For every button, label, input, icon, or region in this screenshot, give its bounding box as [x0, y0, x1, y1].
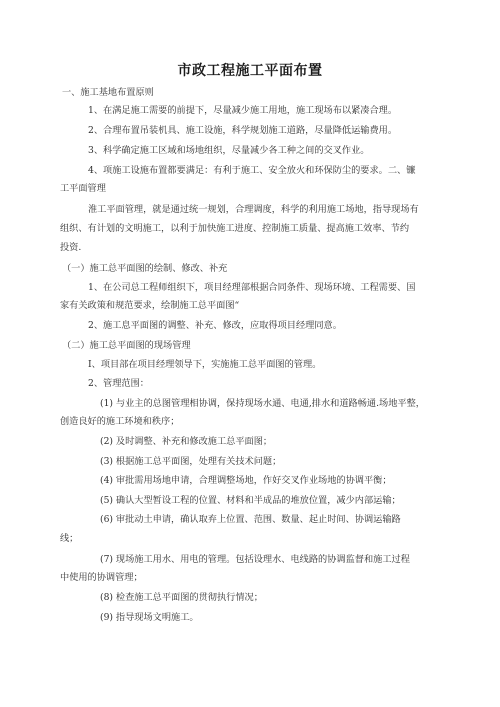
paragraph-line: 组织、有计划的文明施工，以利于加快施工进度、控制施工质量、提高施工效率、节约 [60, 223, 410, 234]
list-item: (4) 审批需用场地申请，合理调整场地，作好交叉作业场地的协调平衡； [100, 475, 392, 486]
document-title: 市政工程施工平面布置 [177, 63, 323, 79]
list-item: (3) 根据施工总平面图，处理有关技术问题； [100, 456, 282, 467]
paragraph-line: I、项目部在项目经理领导下，实施施工总平面图的管理。 [88, 359, 322, 370]
list-item: (5) 确认大型暂设工程的位置、材料和半成品的堆放位置，减少内部运输； [100, 495, 401, 506]
section-heading: （一）施工总平面图的绘制、修改、补充 [62, 263, 228, 274]
paragraph-line: 2、合理布置吊装机具、施工设施，科学规划施工道路，尽量降低运输费用。 [88, 125, 398, 136]
list-item: (8) 检查施工总平面图的贯彻执行情况； [100, 592, 263, 603]
list-item: (2) 及时调整、补充和修改施工总平面图； [100, 436, 273, 447]
paragraph-line: 家有关政策和规范要求，绘制施工总平面图“ [60, 300, 240, 311]
paragraph-line: 中使用的协调管理； [60, 572, 143, 583]
paragraph-line: 1、在公司总工程师组织下，项目经理部根据合同条件、现场环境、工程需要、国 [88, 282, 416, 293]
section-heading: （二）施工总平面图的现场管理 [62, 340, 191, 351]
paragraph-line: 3、科学确定施工区域和场地组织，尽量减少各工种之间的交叉作业。 [88, 145, 370, 156]
section-heading: 一、施工基地布置原则 [62, 87, 154, 98]
paragraph-line: 淮工平面管理，就是通过统一规划，合理调度，科学的利用施工场地，指导现场有 [88, 204, 419, 215]
list-item: (9) 指导现场文明施工。 [100, 612, 199, 623]
paragraph-line: 2、管理范围： [88, 378, 149, 389]
paragraph-line: 投资. [60, 242, 82, 253]
paragraph-line: 工平面管理 [60, 183, 106, 194]
paragraph-line: 2、施工息平面图的调整、补充、修改，应取得项目经理同意。 [88, 320, 342, 331]
list-item: (6) 审批动土申请，确认取弃上位置、范围、数量、起止时间、协调运输路 [100, 514, 401, 525]
paragraph-line: 创造良好的施工环境和秩序； [60, 416, 180, 427]
paragraph-line: 1、在满足施工需要的前提下，尽量减少施工用地，施工现场布以紧凑合理。 [88, 105, 398, 116]
paragraph-line: 线； [60, 533, 79, 544]
list-item: (7) 现场施工用水、用电的管理。包括设理水、电线路的协调监督和施工过程 [100, 554, 410, 565]
paragraph-line: 4、项施工设施布置都要满足：有利于施工、安全放火和环保防尘的要求。二、镰 [88, 165, 416, 176]
list-item: (1) 与业主的总图管理相协调，保持现场水通、电通,排水和道路畅通.场地平整， [100, 398, 425, 409]
